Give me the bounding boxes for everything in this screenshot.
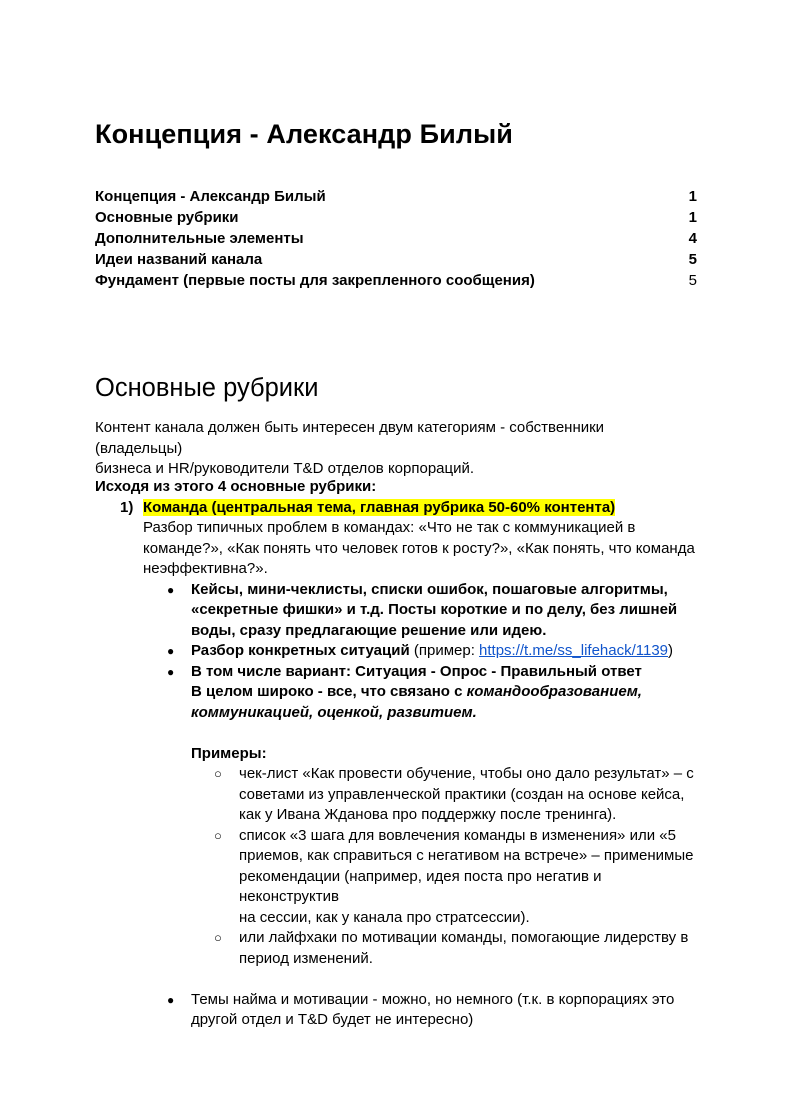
intro-paragraph <box>95 418 695 480</box>
item-desc-line: Разбор типичных проблем в командах: «Что не так с коммуникацией в <box>143 519 636 536</box>
bullet-bold-italic-text: командообразованием, <box>466 683 642 700</box>
bullet-item <box>95 662 705 724</box>
section-heading: Основные рубрики <box>95 374 319 402</box>
bullet-text: ) <box>668 642 674 659</box>
toc-entry-title[interactable]: Идеи названий канала <box>95 251 263 268</box>
sub-bullet-glyph: ○ <box>214 766 222 781</box>
document-title: Концепция - Александр Билый <box>95 119 513 149</box>
toc-entry-page: 1 <box>688 188 697 205</box>
bullet-glyph: ● <box>167 992 175 1007</box>
toc-entry-title[interactable]: Концепция - Александр Билый <box>95 188 326 205</box>
sub-bullet-line: приемов, как справиться с негативом на встрече» – применимые <box>239 847 694 864</box>
bullet-glyph: ● <box>167 644 175 658</box>
bullet-item <box>95 641 705 662</box>
bullet-line: воды, сразу предлагающие решение или идею. <box>191 621 547 639</box>
sub-bullet-item <box>95 826 705 929</box>
sub-bullet-line: советами из управленческой практики (создан на основе кейса, <box>239 785 685 803</box>
sub-bullet-item <box>95 764 705 826</box>
sub-bullet-glyph: ○ <box>214 827 222 843</box>
bullet-item <box>95 990 705 1031</box>
toc-entry-page: 4 <box>688 230 697 247</box>
toc-entry-page: 1 <box>688 209 697 226</box>
bullet-glyph: ● <box>167 664 175 679</box>
bullet-line: «секретные фишки» и т.д. Посты короткие и по делу, без лишней <box>191 601 678 618</box>
sub-bullet-line: или лайфхаки по мотивации команды, помогающие лидерству в <box>239 929 689 946</box>
sub-bullet-line: рекомендации (например, идея поста про негатив и неконструктив <box>239 867 602 905</box>
bullet-line: коммуникацией, оценкой, развитием. <box>191 703 477 721</box>
sub-bullet-line: период изменений. <box>239 949 373 967</box>
sub-bullet-glyph: ○ <box>214 930 222 945</box>
toc-entry[interactable] <box>95 249 697 270</box>
table-of-contents <box>95 186 697 291</box>
examples-label: Примеры: <box>191 744 267 762</box>
toc-entry[interactable] <box>95 207 697 228</box>
bullet-line: другой отдел и T&D будет не интересно) <box>191 1011 474 1028</box>
bullet-line: Кейсы, мини-чеклисты, списки ошибок, пошаговые алгоритмы, <box>191 580 668 598</box>
bullet-text: (пример: <box>409 642 480 659</box>
rubrics-content <box>95 477 705 1031</box>
bullet-item <box>95 580 705 642</box>
toc-entry-title[interactable]: Основные рубрики <box>95 209 239 226</box>
toc-entry-page: 5 <box>688 272 697 289</box>
bullet-bold-text: В целом широко - все, что связано с <box>191 683 467 700</box>
bullet-line: В том числе вариант: Ситуация - Опрос - Правильный ответ <box>191 662 642 680</box>
sub-bullet-item <box>95 928 705 969</box>
toc-entry[interactable] <box>95 270 697 291</box>
numbered-item <box>95 498 705 580</box>
sub-bullet-line: чек-лист «Как провести обучение, чтобы оно дало результат» – с <box>239 765 694 782</box>
examples-block <box>95 744 705 765</box>
toc-entry[interactable] <box>95 228 697 249</box>
toc-entry-title[interactable]: Дополнительные элементы <box>95 230 304 247</box>
bullet-line: Темы найма и мотивации - можно, но немного (т.к. в корпорациях это <box>191 990 675 1008</box>
item-title-highlighted: Команда (центральная тема, главная рубрика 50-60% контента) <box>143 498 616 516</box>
intro-line: бизнеса и HR/руководители T&D отделов корпораций. <box>95 460 475 477</box>
item-number: 1) <box>120 498 134 516</box>
sub-bullet-line: как у Ивана Жданова про поддержку после тренинга). <box>239 806 617 823</box>
toc-entry-page: 5 <box>688 251 697 268</box>
item-desc-line: неэффективна?». <box>143 560 268 577</box>
example-link[interactable]: https://t.me/ss_lifehack/1139 <box>479 642 669 659</box>
sub-bullet-line: на сессии, как у канала про стратсессии). <box>239 908 530 926</box>
rubrics-lead: Исходя из этого 4 основные рубрики: <box>95 478 377 495</box>
bullet-bold-text: Разбор конкретных ситуаций <box>191 642 410 659</box>
toc-entry-title[interactable]: Фундамент (первые посты для закрепленного сообщения) <box>95 272 535 289</box>
toc-entry[interactable] <box>95 186 697 207</box>
intro-line: Контент канала должен быть интересен двум категориям - собственники (владельцы) <box>95 419 605 457</box>
item-desc-line: команде?», «Как понять что человек готов к росту?», «Как понять, что команда <box>143 539 695 557</box>
bullet-glyph: ● <box>167 582 175 597</box>
sub-bullet-line: список «3 шага для вовлечения команды в изменения» или «5 <box>239 826 676 844</box>
